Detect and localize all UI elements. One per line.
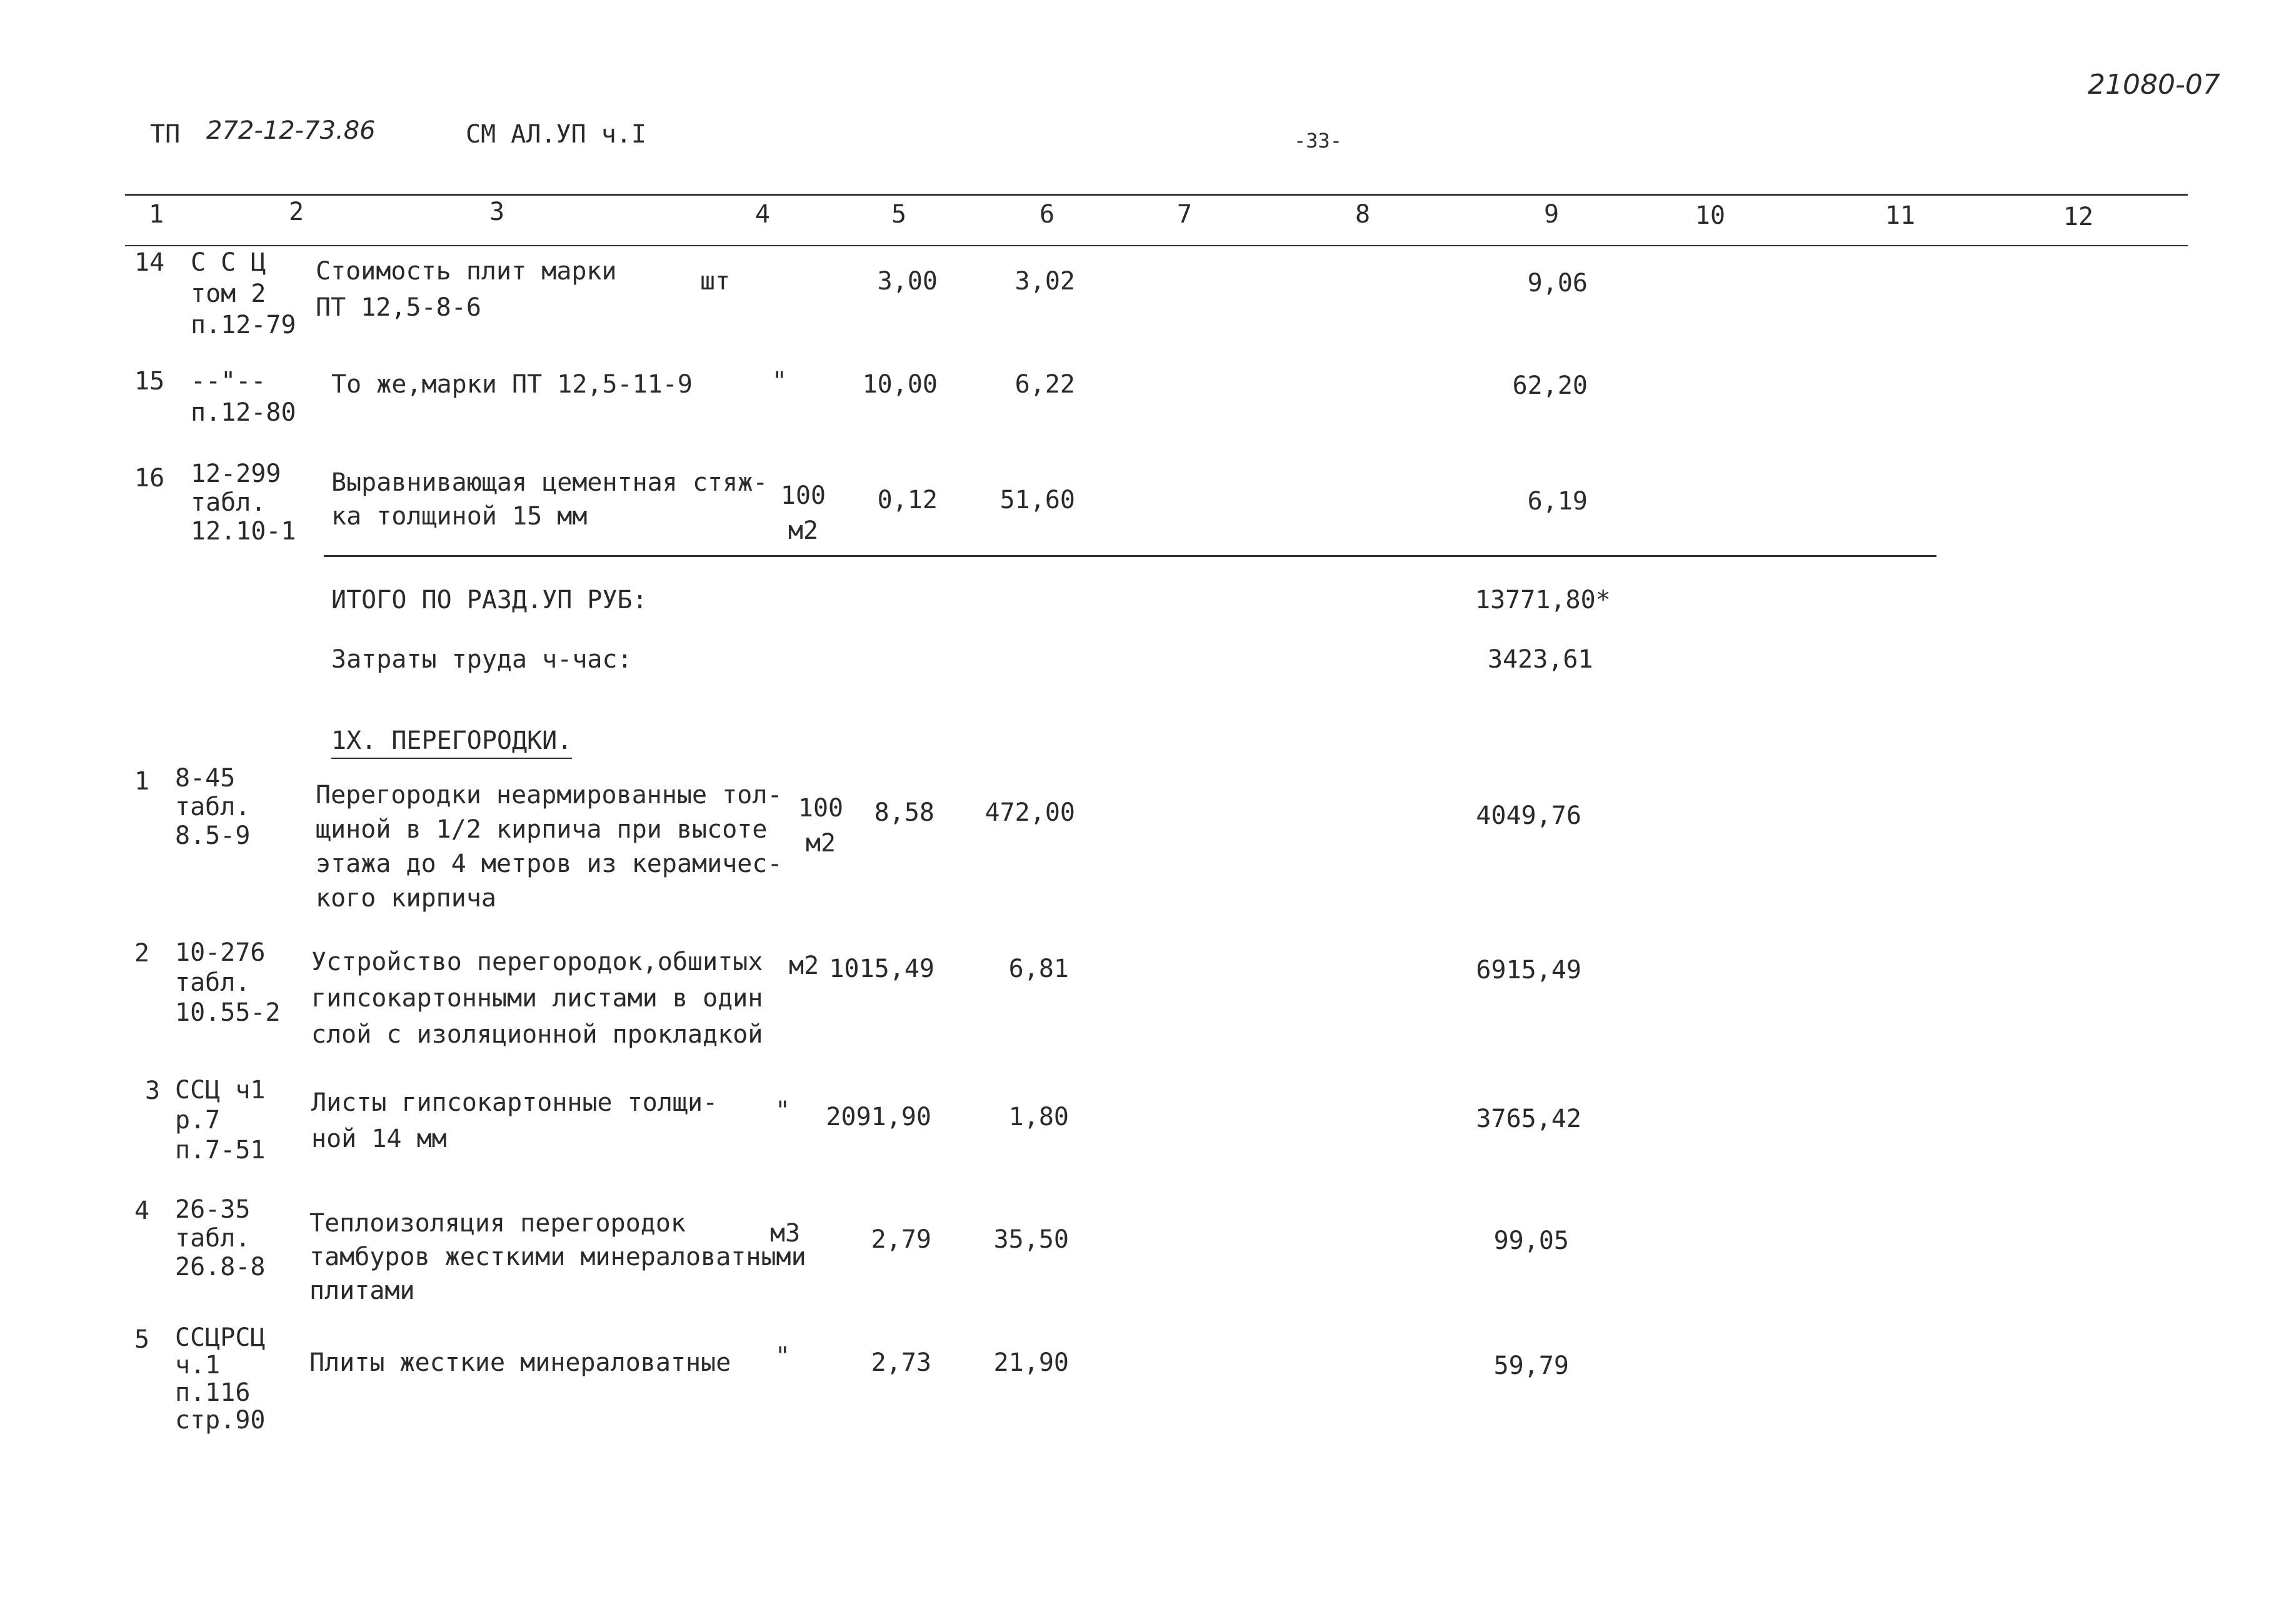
table-row-desc: Устройство перегородок,обшитых гипсокартонными листами в один слой с изоляционной прокладкой <box>311 948 763 1049</box>
section-title: 1Х. ПЕРЕГОРОДКИ. <box>331 725 572 759</box>
table-row-desc: То же,марки ПТ 12,5-11-9 <box>331 370 693 399</box>
table-row-total: 62,20 <box>1512 371 1588 400</box>
table-row-qty: 2091,90 <box>826 1103 931 1131</box>
table-row-qty: 8,58 <box>874 798 934 827</box>
table-row-total: 6915,49 <box>1476 956 1581 985</box>
table-row-unit: " <box>775 1342 791 1371</box>
table-row-desc: Перегородки неармированные тол- щиной в 1/2 кирпича при высоте этажа до 4 метров из керамичес- кого кирпича <box>316 781 783 913</box>
table-row-code: ССЦРСЦ ч.1 п.116 стр.90 <box>175 1323 266 1435</box>
table-row-unit: " <box>775 1096 791 1125</box>
table-row-code: --"-- п.12-80 <box>191 367 296 427</box>
table-row-qty: 0,12 <box>877 486 938 514</box>
table-row-total: 4049,76 <box>1476 801 1581 830</box>
table-row-code: ССЦ ч1 р.7 п.7-51 <box>175 1076 266 1165</box>
table-row-qty: 1015,49 <box>829 955 934 983</box>
table-row-price: 472,00 <box>984 798 1075 827</box>
header-bottom-rule <box>125 245 2188 246</box>
col-header-3: 3 <box>489 198 505 226</box>
table-row-unit: 100 м2 <box>798 794 844 858</box>
table-row-code: 26-35 табл. 26.8-8 <box>175 1195 266 1281</box>
table-row-total: 59,79 <box>1493 1351 1569 1380</box>
table-row-price: 51,60 <box>999 486 1075 514</box>
doc-section: СМ АЛ.УП ч.I <box>466 120 646 149</box>
table-row-num: 3 <box>145 1076 161 1105</box>
table-row-unit: м3 <box>770 1219 801 1248</box>
col-header-8: 8 <box>1355 200 1371 229</box>
table-row-desc: Теплоизоляция перегородок тамбуров жесткими минераловатными плитами <box>309 1209 806 1305</box>
table-row-unit: " <box>772 367 788 396</box>
doc-code-prefix: ТП <box>150 120 181 149</box>
table-row-code: С С Ц том 2 п.12-79 <box>191 248 296 339</box>
table-row-unit: шт <box>700 267 731 296</box>
table-row-code: 10-276 табл. 10.55-2 <box>175 938 281 1027</box>
table-row-unit: м2 <box>789 951 819 980</box>
total-label: ИТОГО ПО РАЗД.УП РУБ: <box>331 586 648 614</box>
table-row-price: 35,50 <box>993 1225 1069 1254</box>
table-row-code: 8-45 табл. 8.5-9 <box>175 764 251 850</box>
table-row-num: 15 <box>134 367 165 396</box>
table-row-num: 1 <box>134 767 150 796</box>
col-header-2: 2 <box>288 198 304 226</box>
col-header-1: 1 <box>148 200 164 229</box>
table-row-price: 3,02 <box>1014 267 1075 296</box>
table-row-qty: 2,73 <box>871 1348 931 1377</box>
table-row-total: 99,05 <box>1493 1226 1569 1255</box>
table-row-desc: Выравнивающая цементная стяж- ка толщиной 15 мм <box>331 468 768 531</box>
table-row-qty: 2,79 <box>871 1225 931 1254</box>
table-row-desc: Стоимость плит марки ПТ 12,5-8-6 <box>316 257 617 322</box>
table-row-qty: 3,00 <box>877 267 938 296</box>
labor-value: 3423,61 <box>1488 645 1593 674</box>
col-header-11: 11 <box>1885 201 1916 230</box>
col-header-9: 9 <box>1543 200 1560 229</box>
table-row-code: 12-299 табл. 12.10-1 <box>191 459 296 546</box>
table-row-desc: Плиты жесткие минераловатные <box>309 1348 731 1377</box>
table-row-num: 5 <box>134 1325 150 1354</box>
table-row-unit: 100 м2 <box>780 481 826 545</box>
table-row-price: 1,80 <box>1008 1103 1069 1131</box>
col-header-6: 6 <box>1039 200 1055 229</box>
col-header-5: 5 <box>891 200 907 229</box>
table-row-price: 6,81 <box>1008 955 1069 983</box>
table-row-total: 3765,42 <box>1476 1105 1581 1133</box>
col-header-7: 7 <box>1176 200 1193 229</box>
doc-code-number: 272-12-73.86 <box>206 116 376 145</box>
table-row-price: 21,90 <box>993 1348 1069 1377</box>
table-row-price: 6,22 <box>1014 370 1075 399</box>
col-header-4: 4 <box>754 200 771 229</box>
archive-number: 21080-07 <box>2088 69 2220 101</box>
header-top-rule <box>125 194 2188 196</box>
table-row-total: 6,19 <box>1527 487 1588 516</box>
table-row-total: 9,06 <box>1527 269 1588 298</box>
subtotal-rule <box>324 555 1936 557</box>
table-row-num: 16 <box>134 464 165 493</box>
table-row-num: 14 <box>134 248 165 277</box>
table-row-num: 2 <box>134 939 150 968</box>
page-number: -33- <box>1294 129 1343 153</box>
table-row-qty: 10,00 <box>862 370 938 399</box>
table-row-num: 4 <box>134 1196 150 1225</box>
labor-label: Затраты труда ч-час: <box>331 645 633 674</box>
table-row-desc: Листы гипсокартонные толщи- ной 14 мм <box>311 1088 718 1153</box>
col-header-12: 12 <box>2063 203 2094 231</box>
col-header-10: 10 <box>1695 201 1726 230</box>
total-value: 13771,80* <box>1475 586 1611 614</box>
